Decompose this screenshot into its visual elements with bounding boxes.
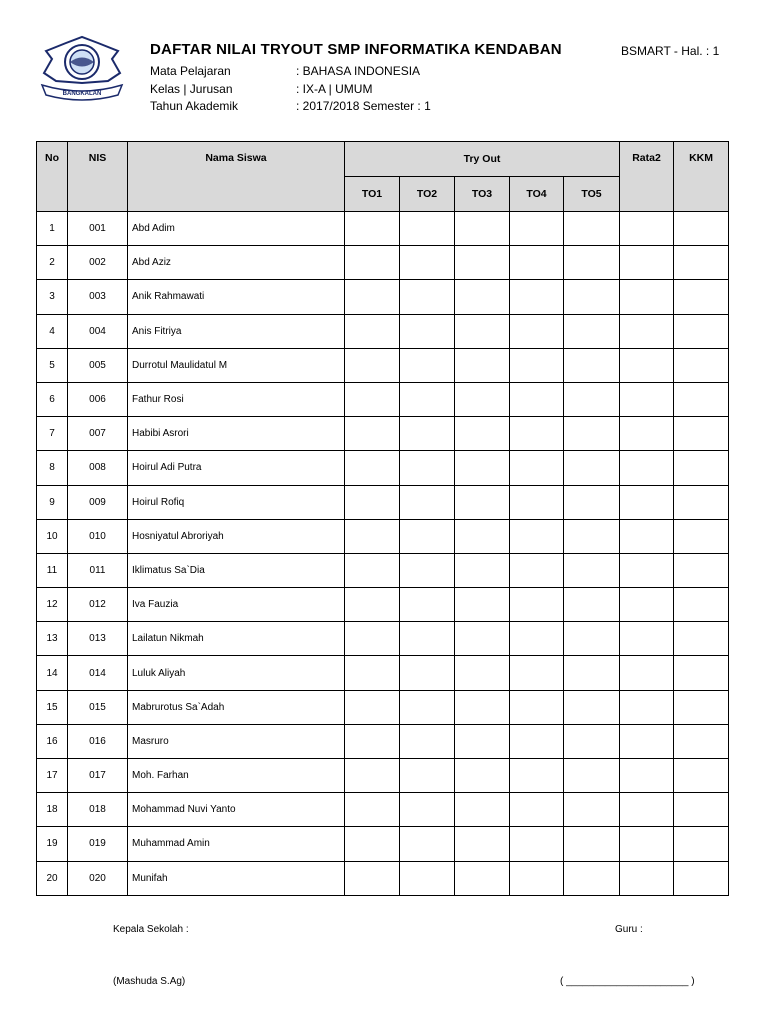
cell-to5 [564,553,620,587]
cell-to2 [400,212,455,246]
cell-no: 7 [37,417,68,451]
cell-to4 [510,724,564,758]
cell-to5 [564,348,620,382]
cell-to3 [455,656,510,690]
cell-kkm [674,485,729,519]
cell-to5 [564,656,620,690]
cell-kkm [674,690,729,724]
grades-body [37,212,729,896]
cell-kkm [674,827,729,861]
cell-to5 [564,724,620,758]
header-to2: TO2 [400,177,455,212]
table-row [37,656,729,690]
cell-rata2 [620,622,674,656]
cell-kkm [674,212,729,246]
cell-nis: 007 [68,417,128,451]
table-row [37,382,729,416]
cell-to2 [400,519,455,553]
cell-to2 [400,553,455,587]
cell-no: 10 [37,519,68,553]
header-to4: TO4 [510,177,564,212]
cell-to4 [510,861,564,895]
cell-name: Fathur Rosi [128,382,345,416]
cell-to3 [455,861,510,895]
cell-no: 3 [37,280,68,314]
cell-to2 [400,861,455,895]
table-row [37,314,729,348]
cell-to4 [510,280,564,314]
cell-to5 [564,827,620,861]
cell-to2 [400,382,455,416]
cell-kkm [674,622,729,656]
cell-rata2 [620,280,674,314]
cell-rata2 [620,519,674,553]
cell-to1 [345,485,400,519]
meta-row-year [150,98,431,116]
cell-to5 [564,451,620,485]
cell-to3 [455,348,510,382]
cell-no: 8 [37,451,68,485]
cell-kkm [674,382,729,416]
cell-to3 [455,382,510,416]
cell-to4 [510,656,564,690]
cell-nis: 012 [68,588,128,622]
cell-name: Lailatun Nikmah [128,622,345,656]
header-no: No [37,142,68,212]
cell-to2 [400,588,455,622]
meta-label: Tahun Akademik [150,99,239,113]
meta-value: : IX-A | UMUM [296,81,373,96]
cell-to4 [510,382,564,416]
meta-value: : 2017/2018 Semester : 1 [296,99,431,113]
cell-nis: 014 [68,656,128,690]
meta-label: Mata Pelajaran [150,64,231,78]
cell-to1 [345,348,400,382]
cell-no: 17 [37,759,68,793]
cell-to1 [345,793,400,827]
cell-to1 [345,588,400,622]
table-row [37,212,729,246]
cell-no: 1 [37,212,68,246]
cell-kkm [674,519,729,553]
cell-no: 9 [37,485,68,519]
cell-to2 [400,622,455,656]
cell-to2 [400,793,455,827]
cell-no: 11 [37,553,68,587]
cell-name: Hoirul Adi Putra [128,451,345,485]
cell-no: 4 [37,314,68,348]
cell-rata2 [620,793,674,827]
cell-to1 [345,656,400,690]
cell-to3 [455,759,510,793]
table-row [37,246,729,280]
table-row [37,690,729,724]
cell-rata2 [620,314,674,348]
cell-to4 [510,759,564,793]
table-row [37,348,729,382]
cell-to4 [510,793,564,827]
table-row [37,519,729,553]
cell-no: 14 [37,656,68,690]
cell-to2 [400,656,455,690]
cell-nis: 020 [68,861,128,895]
cell-no: 16 [37,724,68,758]
cell-to4 [510,246,564,280]
cell-no: 20 [37,861,68,895]
page-number: BSMART - Hal. : 1 [621,44,720,58]
table-row [37,417,729,451]
cell-kkm [674,861,729,895]
table-row [37,861,729,895]
cell-kkm [674,314,729,348]
cell-to4 [510,690,564,724]
header-kkm: KKM [674,142,729,212]
cell-to2 [400,417,455,451]
cell-no: 19 [37,827,68,861]
cell-to4 [510,553,564,587]
cell-to3 [455,793,510,827]
cell-to1 [345,519,400,553]
table-row [37,280,729,314]
cell-kkm [674,246,729,280]
cell-rata2 [620,553,674,587]
cell-no: 5 [37,348,68,382]
cell-kkm [674,588,729,622]
header-tryout: Try Out [345,142,620,177]
cell-to4 [510,622,564,656]
cell-no: 13 [37,622,68,656]
cell-name: Durrotul Maulidatul M [128,348,345,382]
cell-nis: 008 [68,451,128,485]
cell-name: Munifah [128,861,345,895]
table-row [37,793,729,827]
cell-name: Mabrurotus Sa`Adah [128,690,345,724]
cell-no: 18 [37,793,68,827]
cell-to4 [510,827,564,861]
meta-value: : BAHASA INDONESIA [296,64,421,78]
cell-nis: 005 [68,348,128,382]
cell-nis: 004 [68,314,128,348]
cell-rata2 [620,382,674,416]
cell-rata2 [620,690,674,724]
cell-to4 [510,348,564,382]
cell-to1 [345,314,400,348]
cell-rata2 [620,861,674,895]
header-nis: NIS [68,142,128,212]
cell-nis: 010 [68,519,128,553]
cell-to1 [345,759,400,793]
cell-to3 [455,553,510,587]
cell-to3 [455,827,510,861]
cell-to1 [345,212,400,246]
cell-to2 [400,485,455,519]
cell-name: Moh. Farhan [128,759,345,793]
cell-to4 [510,519,564,553]
cell-name: Abd Adim [128,212,345,246]
cell-to1 [345,690,400,724]
cell-to4 [510,485,564,519]
cell-to5 [564,485,620,519]
cell-to2 [400,827,455,861]
cell-to4 [510,314,564,348]
cell-rata2 [620,212,674,246]
cell-kkm [674,759,729,793]
cell-kkm [674,280,729,314]
cell-to3 [455,246,510,280]
cell-to1 [345,553,400,587]
header-to1: TO1 [345,177,400,212]
table-row [37,724,729,758]
meta-row-subject [150,63,431,81]
cell-rata2 [620,485,674,519]
logo-text: BANGKALAN [62,91,102,97]
cell-to5 [564,793,620,827]
cell-no: 12 [37,588,68,622]
cell-to1 [345,417,400,451]
cell-to1 [345,382,400,416]
cell-name: Masruro [128,724,345,758]
cell-to2 [400,724,455,758]
cell-to2 [400,348,455,382]
cell-name: Hosniyatul Abroriyah [128,519,345,553]
principal-name: (Mashuda S.Ag) [113,976,186,987]
header-name: Nama Siswa [128,142,345,212]
cell-rata2 [620,451,674,485]
grades-table [36,141,729,896]
table-row [37,827,729,861]
cell-rata2 [620,417,674,451]
cell-to5 [564,417,620,451]
cell-nis: 001 [68,212,128,246]
cell-to3 [455,519,510,553]
teacher-signature-line: ( ______________________ ) [560,976,695,987]
cell-name: Abd Aziz [128,246,345,280]
cell-to1 [345,827,400,861]
header-to5: TO5 [564,177,620,212]
cell-to2 [400,451,455,485]
cell-to1 [345,451,400,485]
cell-kkm [674,417,729,451]
cell-name: Hoirul Rofiq [128,485,345,519]
cell-nis: 003 [68,280,128,314]
table-row [37,588,729,622]
table-row [37,485,729,519]
table-row [37,759,729,793]
header-rata2: Rata2 [620,142,674,212]
cell-to4 [510,417,564,451]
school-logo [38,33,126,103]
principal-label: Kepala Sekolah : [113,924,189,935]
cell-to4 [510,451,564,485]
cell-to5 [564,382,620,416]
cell-to5 [564,861,620,895]
cell-no: 15 [37,690,68,724]
cell-to2 [400,690,455,724]
cell-to3 [455,485,510,519]
cell-to1 [345,280,400,314]
table-row [37,451,729,485]
cell-name: Iklimatus Sa`Dia [128,553,345,587]
cell-nis: 015 [68,690,128,724]
cell-nis: 009 [68,485,128,519]
cell-to1 [345,622,400,656]
cell-to5 [564,690,620,724]
cell-kkm [674,793,729,827]
cell-no: 2 [37,246,68,280]
cell-rata2 [620,759,674,793]
cell-nis: 013 [68,622,128,656]
cell-to5 [564,519,620,553]
meta-row-class [150,81,431,99]
cell-kkm [674,553,729,587]
cell-to4 [510,588,564,622]
header-to3: TO3 [455,177,510,212]
meta-label: Kelas | Jurusan [150,81,233,96]
cell-name: Mohammad Nuvi Yanto [128,793,345,827]
cell-to5 [564,588,620,622]
cell-to5 [564,622,620,656]
cell-name: Iva Fauzia [128,588,345,622]
cell-to1 [345,724,400,758]
cell-to3 [455,588,510,622]
table-row [37,553,729,587]
cell-name: Luluk Aliyah [128,656,345,690]
cell-to5 [564,759,620,793]
cell-to3 [455,690,510,724]
cell-to2 [400,280,455,314]
cell-rata2 [620,724,674,758]
cell-name: Habibi Asrori [128,417,345,451]
cell-to2 [400,246,455,280]
cell-name: Anik Rahmawati [128,280,345,314]
table-row [37,622,729,656]
cell-to3 [455,724,510,758]
cell-nis: 002 [68,246,128,280]
cell-kkm [674,724,729,758]
cell-rata2 [620,656,674,690]
cell-name: Muhammad Amin [128,827,345,861]
cell-to5 [564,280,620,314]
cell-nis: 011 [68,553,128,587]
cell-rata2 [620,588,674,622]
teacher-label: Guru : [615,924,643,935]
cell-to5 [564,246,620,280]
cell-rata2 [620,246,674,280]
cell-to2 [400,759,455,793]
cell-to3 [455,451,510,485]
cell-to1 [345,246,400,280]
cell-nis: 016 [68,724,128,758]
cell-name: Anis Fitriya [128,314,345,348]
cell-rata2 [620,348,674,382]
cell-to5 [564,314,620,348]
cell-to3 [455,622,510,656]
cell-to1 [345,861,400,895]
cell-to5 [564,212,620,246]
cell-nis: 006 [68,382,128,416]
page-title: DAFTAR NILAI TRYOUT SMP INFORMATIKA KENDABAN [150,41,562,58]
cell-kkm [674,656,729,690]
cell-no: 6 [37,382,68,416]
cell-nis: 017 [68,759,128,793]
cell-nis: 018 [68,793,128,827]
document-meta [150,63,431,116]
cell-to3 [455,212,510,246]
cell-to3 [455,314,510,348]
cell-kkm [674,348,729,382]
cell-nis: 019 [68,827,128,861]
cell-to2 [400,314,455,348]
cell-to3 [455,280,510,314]
cell-to3 [455,417,510,451]
cell-to4 [510,212,564,246]
cell-rata2 [620,827,674,861]
cell-kkm [674,451,729,485]
